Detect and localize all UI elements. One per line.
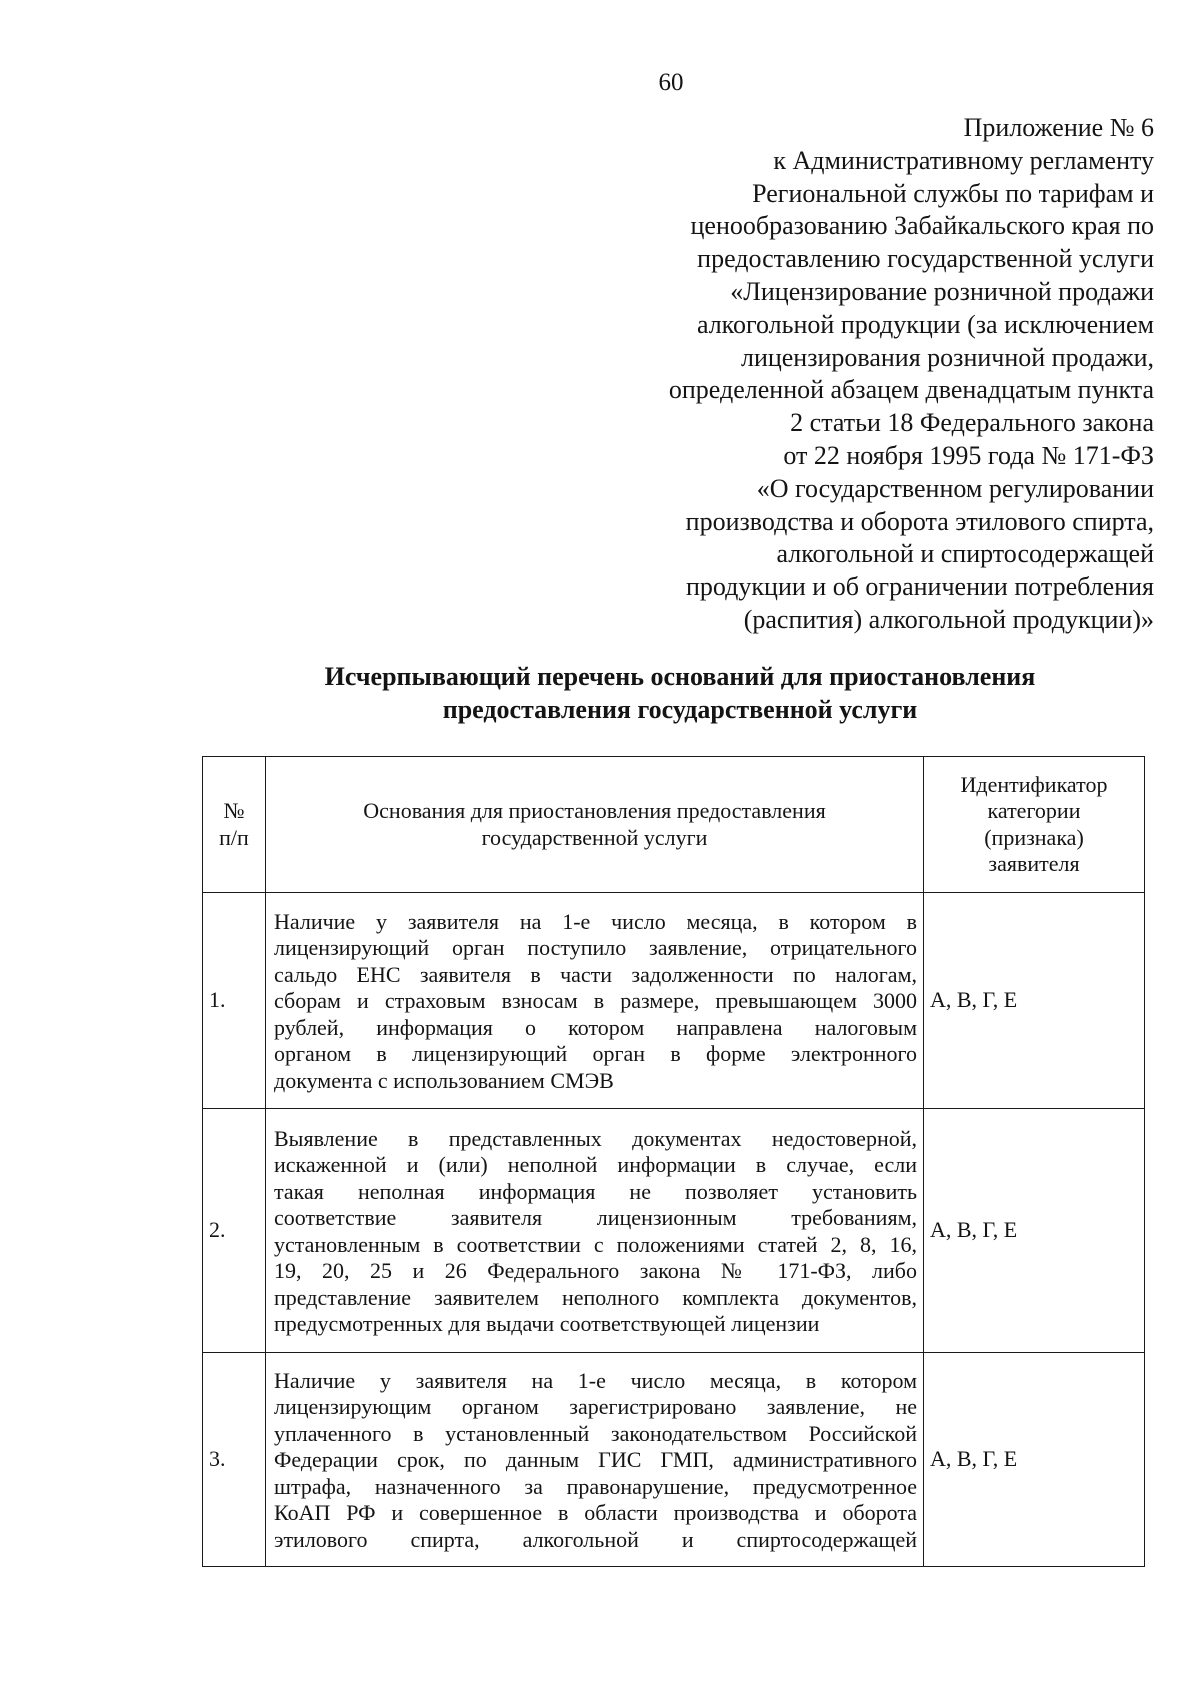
appendix-line: определенной абзацем двенадцатым пункта bbox=[668, 375, 1154, 405]
row-identifier: А, В, Г, Е bbox=[924, 1353, 1145, 1567]
row-number: 3. bbox=[203, 1353, 266, 1567]
table-header-row bbox=[203, 757, 1145, 893]
grounds-table bbox=[202, 756, 1145, 1567]
table-row bbox=[203, 1353, 1145, 1567]
appendix-line: алкогольной и спиртосодержащей bbox=[776, 539, 1154, 569]
basis-line: Наличие у заявителя на 1-е число месяца, в котором в bbox=[274, 908, 917, 934]
row-identifier: А, В, Г, Е bbox=[924, 1109, 1145, 1353]
appendix-header bbox=[514, 112, 1154, 637]
header-identifier-line: заявителя bbox=[988, 851, 1080, 876]
document-title bbox=[190, 660, 1170, 726]
basis-line: уплаченного в установленный законодательством Российской bbox=[274, 1420, 917, 1446]
appendix-line: лицензирования розничной продажи, bbox=[740, 342, 1154, 372]
basis-line: Федерации срок, по данным ГИС ГМП, административного bbox=[274, 1447, 917, 1473]
row-basis bbox=[266, 1109, 924, 1353]
basis-line: рублей, информация о котором направлена налоговым bbox=[274, 1014, 917, 1040]
basis-line: документа с использованием СМЭВ bbox=[274, 1067, 614, 1093]
header-basis bbox=[266, 757, 924, 893]
header-number-line: п/п bbox=[219, 824, 249, 850]
header-identifier-line: (признака) bbox=[984, 824, 1084, 850]
page-number: 60 bbox=[658, 69, 684, 96]
header-basis-line: Основания для приостановления предоставления bbox=[363, 798, 826, 823]
header-identifier-line: категории bbox=[987, 798, 1081, 823]
appendix-line: к Административному регламенту bbox=[773, 145, 1154, 175]
row-number: 1. bbox=[203, 893, 266, 1109]
table-row bbox=[203, 1109, 1145, 1353]
row-basis bbox=[266, 893, 924, 1109]
document-title-line: Исчерпывающий перечень оснований для приостановления bbox=[324, 662, 1036, 691]
basis-line: КоАП РФ и совершенное в области производства и оборота bbox=[274, 1500, 917, 1526]
document-title-line: предоставления государственной услуги bbox=[442, 695, 918, 724]
basis-line: 19, 20, 25 и 26 Федерального закона № 171-ФЗ, либо bbox=[274, 1258, 917, 1283]
table-row bbox=[203, 893, 1145, 1109]
appendix-line: Региональной службы по тарифам и bbox=[752, 178, 1154, 208]
basis-line: органом в лицензирующий орган в форме электронного bbox=[274, 1041, 917, 1067]
header-basis-line: государственной услуги bbox=[481, 824, 708, 850]
appendix-line: продукции и об ограничении потребления bbox=[686, 572, 1154, 602]
appendix-line: 2 статьи 18 Федерального закона bbox=[790, 408, 1154, 438]
appendix-line: Приложение № 6 bbox=[963, 113, 1154, 142]
appendix-line: «Лицензирование розничной продажи bbox=[730, 276, 1154, 306]
appendix-line: (распития) алкогольной продукции)» bbox=[743, 604, 1154, 634]
basis-line: сборам и страховым взносам в размере, превышающем 3000 bbox=[274, 988, 917, 1014]
basis-line: искаженной и (или) неполной информации в случае, если bbox=[274, 1152, 917, 1177]
header-number-line: № bbox=[223, 798, 245, 823]
appendix-line: ценообразованию Забайкальского края по bbox=[690, 211, 1154, 241]
appendix-line: алкогольной продукции (за исключением bbox=[696, 309, 1154, 339]
appendix-line: от 22 ноября 1995 года № 171-ФЗ bbox=[783, 440, 1154, 470]
basis-line: Наличие у заявителя на 1-е число месяца, в котором bbox=[274, 1367, 917, 1393]
appendix-line: производства и оборота этилового спирта, bbox=[685, 506, 1154, 536]
basis-line: лицензирующий орган поступило заявление, отрицательного bbox=[274, 935, 917, 961]
basis-line: Выявление в представленных документах недостоверной, bbox=[274, 1125, 917, 1151]
row-identifier: А, В, Г, Е bbox=[924, 893, 1145, 1109]
appendix-line: «О государственном регулировании bbox=[756, 473, 1154, 503]
header-identifier-line: Идентификатор bbox=[960, 771, 1108, 797]
basis-line: представление заявителем неполного комплекта документов, bbox=[274, 1284, 917, 1310]
basis-line: сальдо ЕНС заявителя в части задолженности по налогам, bbox=[274, 961, 917, 987]
basis-line: лицензирующим органом зарегистрировано заявление, не bbox=[274, 1394, 917, 1420]
header-number bbox=[203, 757, 266, 893]
basis-line: этилового спирта, алкогольной и спиртосодержащей bbox=[274, 1526, 917, 1552]
basis-line: штрафа, назначенного за правонарушение, предусмотренное bbox=[274, 1473, 917, 1499]
row-basis bbox=[266, 1353, 924, 1567]
basis-line: соответствие заявителя лицензионным требованиям, bbox=[274, 1205, 917, 1230]
appendix-line: предоставлению государственной услуги bbox=[697, 244, 1154, 274]
header-identifier bbox=[924, 757, 1145, 893]
basis-line: такая неполная информация не позволяет установить bbox=[274, 1178, 917, 1204]
basis-line: предусмотренных для выдачи соответствующей лицензии bbox=[274, 1311, 820, 1336]
row-number: 2. bbox=[203, 1109, 266, 1353]
basis-line: установленным в соответствии с положениями статей 2, 8, 16, bbox=[274, 1231, 917, 1257]
